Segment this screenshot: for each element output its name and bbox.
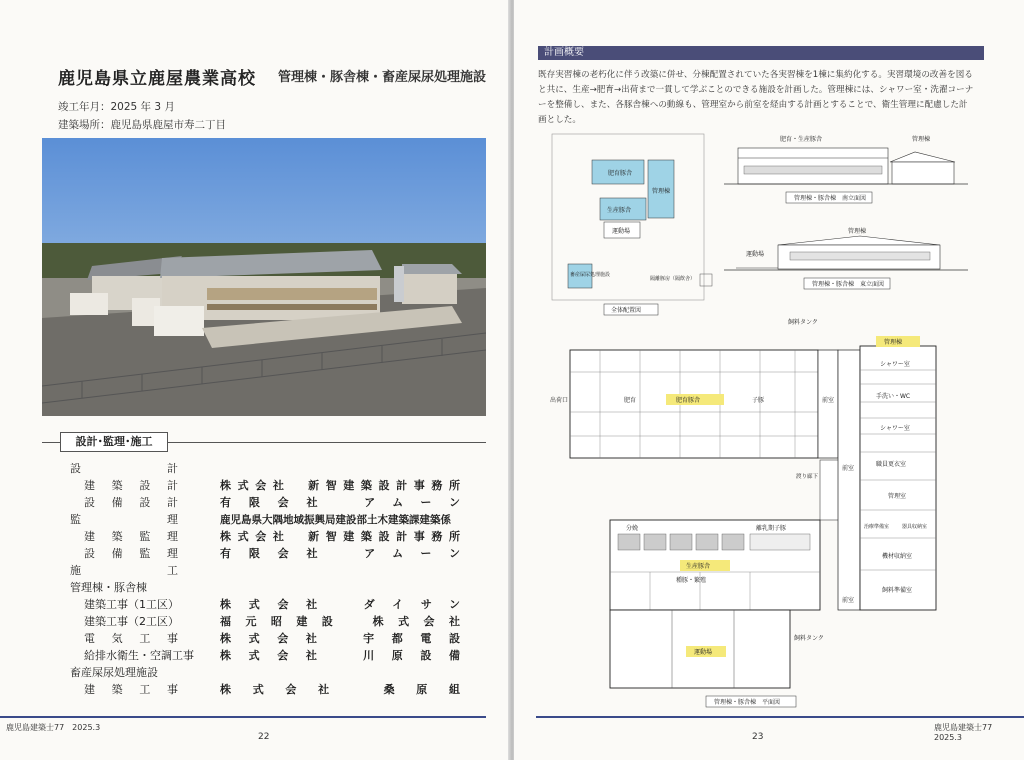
credit-row — [70, 461, 470, 477]
plan-label: 飼料タンク — [788, 319, 818, 326]
site-label: 運動場 — [612, 228, 631, 235]
credit-firm: 株式会社 新智建築設計事務所 — [220, 479, 460, 492]
completion-date: 竣工年月：2025 年 3 月 — [58, 101, 175, 113]
credit-role: 監理 — [70, 513, 178, 526]
credit-row — [70, 529, 470, 545]
footer-text: 鹿児島建築士77 2025.3 — [6, 723, 101, 732]
section-heading: 計画概要 — [538, 46, 984, 60]
page-number: 22 — [258, 732, 270, 742]
plan-label: 運動場 — [694, 649, 713, 656]
plan-label: 出荷口 — [550, 397, 569, 404]
credit-row — [70, 665, 470, 681]
credit-firm: 福元昭建設 株式会社 — [220, 615, 460, 628]
plan-label: 前室 — [842, 465, 855, 472]
elev-label: 運動場 — [746, 251, 765, 258]
credit-row — [70, 682, 470, 698]
building-location: 建築場所：鹿児島県鹿屋市寿二丁目 — [58, 119, 226, 131]
credit-firm: 有限会社 アムーン — [220, 496, 460, 509]
school-name: 鹿児島県立鹿屋農業高校 — [58, 69, 256, 89]
plan-label: 肥育 — [624, 397, 637, 404]
credit-firm: 株式会社 川原設備 — [220, 649, 460, 662]
plan-label: 管理室 — [888, 493, 907, 500]
credit-role: 給排水衛生・空調工事 — [84, 649, 194, 662]
credit-role: 建築監理 — [84, 530, 178, 543]
plan-label: 離乳期子豚 — [756, 525, 787, 532]
site-label: 管理棟 — [652, 188, 671, 195]
credit-role: 管理棟・豚舎棟 — [70, 581, 147, 594]
plan-label: 治療準備室 — [864, 524, 890, 530]
page-number: 23 — [752, 732, 764, 742]
plan-label: 子豚 — [752, 397, 765, 404]
credit-row — [70, 648, 470, 664]
elev-label: 管理棟 — [848, 228, 867, 235]
credit-firm: 株式会社 桑原組 — [220, 683, 460, 696]
credit-row — [70, 563, 470, 579]
credit-role: 電気工事 — [84, 632, 178, 645]
credit-row — [70, 580, 470, 596]
site-label: 畜産屎尿処理施設 — [570, 272, 611, 278]
floor-plan — [550, 318, 936, 707]
elev-caption: 管理棟・豚舎棟 東立面図 — [812, 281, 885, 288]
site-caption: 全体配置図 — [611, 307, 642, 314]
plan-label: 飼料タンク — [794, 635, 824, 642]
credit-row — [70, 614, 470, 630]
credit-firm: 鹿児島県大隅地域振興局建設部土木建築課建築係 — [220, 514, 451, 526]
plan-label: 手洗い・WC — [876, 393, 911, 400]
credit-row — [70, 478, 470, 494]
drawings — [536, 128, 986, 710]
plan-label: 職員更衣室 — [876, 461, 907, 468]
site-label: 肥育豚舎 — [608, 170, 633, 177]
credit-role: 施工 — [70, 564, 178, 577]
credit-role: 建築工事（1工区） — [84, 598, 179, 611]
credit-row — [70, 512, 470, 528]
credit-row — [70, 495, 470, 511]
plan-label: 分娩 — [626, 525, 639, 532]
credit-role: 畜産屎尿処理施設 — [70, 666, 158, 679]
plan-caption: 管理棟・豚舎棟 平面図 — [714, 699, 781, 706]
credit-role: 設備設計 — [84, 496, 178, 509]
credit-firm: 有限会社 アムーン — [220, 547, 460, 560]
footer-rule — [0, 716, 486, 718]
plan-label: 渡り廊下 — [796, 474, 819, 480]
plan-label: シャワー室 — [880, 361, 910, 368]
plan-label: 飼料準備室 — [882, 587, 913, 594]
plan-label: 前室 — [842, 597, 855, 604]
plan-label: 生産豚舎 — [686, 563, 711, 570]
site-label: 生産豚舎 — [607, 207, 632, 214]
left-page — [0, 0, 510, 760]
elev-label: 管理棟 — [912, 136, 931, 143]
plan-label: 機材収納室 — [882, 553, 913, 560]
footer-rule — [536, 716, 1024, 718]
plan-label: 種豚・繁殖 — [676, 577, 707, 584]
credit-row — [70, 546, 470, 562]
credit-firm: 株式会社 宇都電設 — [220, 632, 460, 645]
east-elevation — [724, 227, 968, 289]
credit-firm: 株式会社 新智建築設計事務所 — [220, 530, 460, 543]
credit-role: 建築工事 — [84, 683, 178, 696]
plan-label: シャワー室 — [880, 425, 910, 432]
credit-role: 建築工事（2工区） — [84, 615, 179, 628]
south-elevation — [724, 135, 968, 203]
facility-name: 管理棟・豚舎棟・畜産屎尿処理施設 — [278, 70, 487, 85]
building-photo — [42, 138, 486, 416]
credit-firm: 株式会社 ダイサン — [220, 598, 460, 611]
overview-text: 既存実習棟の老朽化に伴う改築に併せ、分棟配置されていた各実習棟を1棟に集約化する。実習環境の改善を図ると共に、生産→肥育→出荷まで一貫して学ぶことのできる施設を計画した。管理棟には、シャワー室・洗濯コーナーを整備し、また、各豚舎棟への動線も、管理室から前室を経由する計画とすることで、衛生管理に配慮した計画とした。 — [538, 70, 974, 125]
plan-label: 器具収納室 — [902, 524, 928, 530]
credit-role: 設計 — [70, 462, 178, 475]
plan-label: 前室 — [822, 397, 835, 404]
elev-caption: 管理棟・豚舎棟 南立面図 — [794, 195, 867, 202]
credits-heading: 設計･監理･施工 — [60, 432, 168, 452]
plan-label: 肥育豚舎 — [676, 397, 701, 404]
site-label: 隔離豚房（隔飲舎） — [650, 276, 696, 282]
credit-row — [70, 631, 470, 647]
plan-label: 管理棟 — [884, 339, 903, 346]
elev-label: 肥育・生産豚舎 — [780, 136, 823, 143]
footer-text: 鹿児島建築士77 2025.3 — [934, 723, 1001, 742]
site-plan — [552, 134, 712, 315]
credit-row — [70, 597, 470, 613]
credit-role: 建築設計 — [84, 479, 178, 492]
credit-role: 設備監理 — [84, 547, 178, 560]
